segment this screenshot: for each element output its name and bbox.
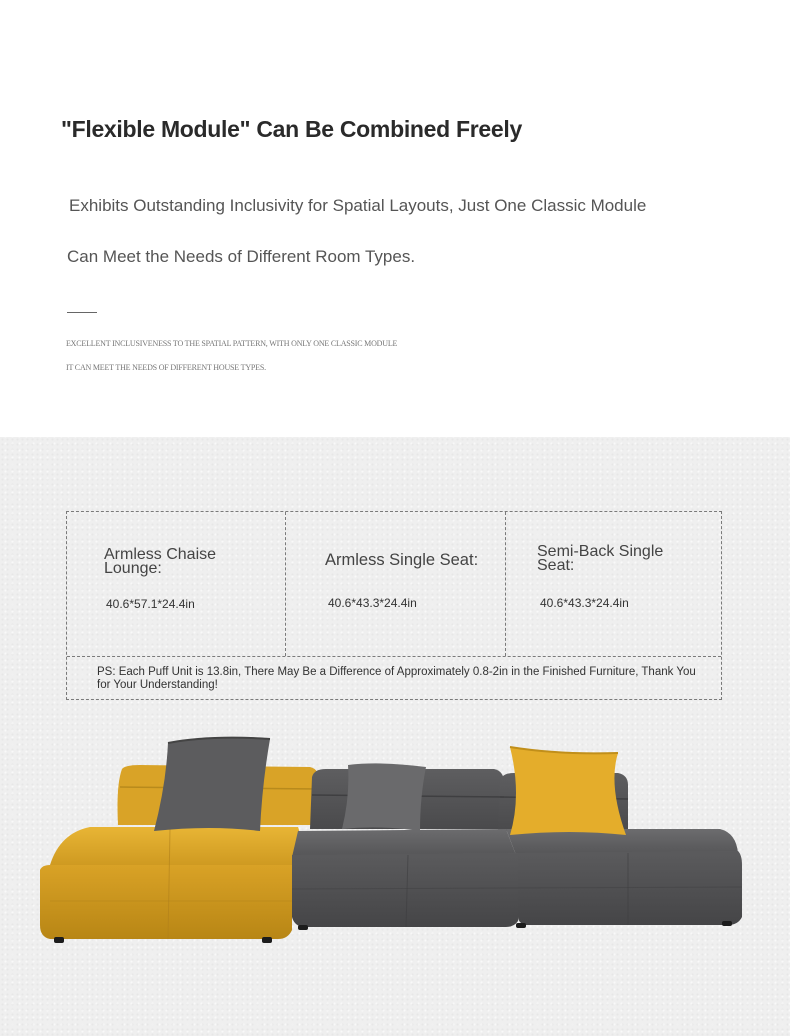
english-caption-2: IT CAN MEET THE NEEDS OF DIFFERENT HOUSE TYPES. [66,363,266,372]
divider [67,312,97,313]
subline-2: Can Meet the Needs of Different Room Types. [67,247,416,266]
spec-dimensions: 40.6*43.3*24.4in [328,596,417,610]
spec-title: Armless Chaise Lounge: [104,546,217,577]
row-divider [67,656,721,657]
english-caption-1: EXCELLENT INCLUSIVENESS TO THE SPATIAL PATTERN, WITH ONLY ONE CLASSIC MODULE [66,339,398,348]
intro-section [0,0,790,437]
subline-1: Exhibits Outstanding Inclusivity for Spatial Layouts, Just One Classic Module [69,196,647,215]
modular-sofa-photo [30,725,750,955]
spec-dimensions: 40.6*57.1*24.4in [106,597,195,611]
spec-dimensions: 40.6*43.3*24.4in [540,596,629,610]
size-note: PS: Each Puff Unit is 13.8in, There May Be a Difference of Approximately 0.8-2in in the Finished Furniture, Thank You for Your Understanding! [97,666,696,691]
spec-title: Armless Single Seat: [325,551,479,569]
headline: "Flexible Module" Can Be Combined Freely [61,116,522,142]
column-divider [505,512,506,656]
column-divider [285,512,286,656]
spec-title: Semi-Back Single Seat: [537,543,664,574]
spec-table [66,511,722,700]
